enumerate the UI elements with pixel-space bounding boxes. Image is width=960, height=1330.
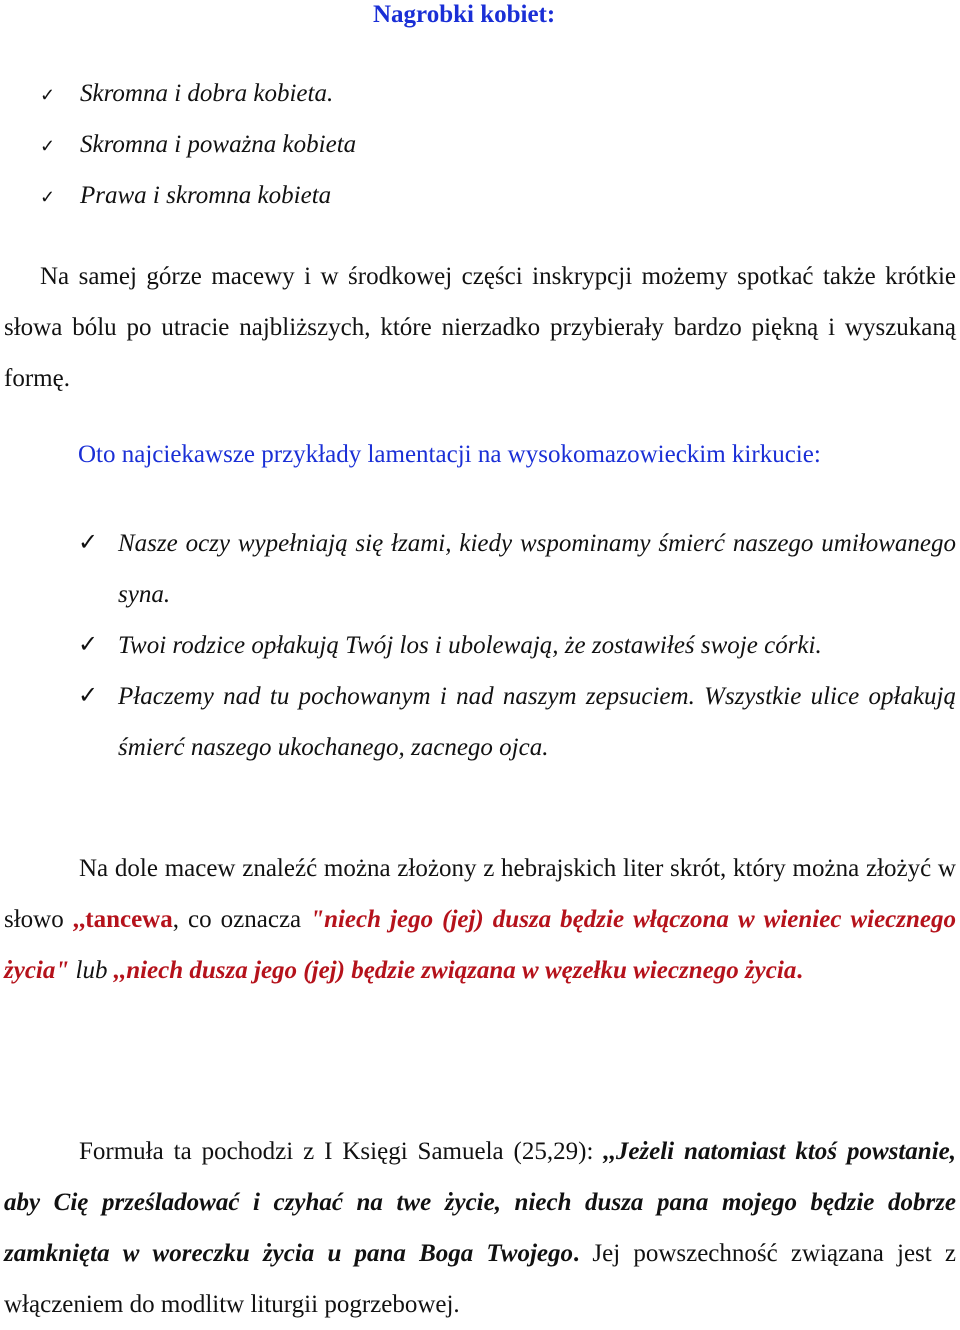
paragraph-text: Formuła ta pochodzi z I Księgi Samuela (25,29): [79,1138,604,1165]
paragraph-text: Jej powszechność związana jest z włączeniem do modlitw liturgii pogrzebowej. [4,1240,956,1318]
paragraph-text: , co oznacza [172,906,311,933]
list-item-text: Nasze oczy wypełniają się łzami, kiedy wspominamy śmierć naszego umiłowanego syna. [118,530,956,608]
check-icon: ✓ [40,85,56,105]
list-item-text: Skromna i dobra kobieta. [80,80,334,107]
short-inscriptions-list [40,78,356,231]
list-item [78,671,956,773]
list-item-text: Twoi rodzice opłakują Twój los i ubolewają, że zostawiłeś swoje córki. [118,632,822,659]
lamentations-intro: Oto najciekawsze przykłady lamentacji na wysokomazowieckim kirkucie: [78,441,821,468]
translation-quote-1: "niech jego (jej) dusza będzie włączona w wieniec wiecznego życia" [4,906,957,984]
paragraph-text: Na dole macew znaleźć można złożony z hebrajskich liter skrót, który można złożyć w słowo [4,855,956,933]
list-item-text: Prawa i skromna kobieta [80,182,332,209]
tancewa-word: ,,tancewa [72,906,173,933]
check-icon: ✓ [40,187,56,207]
list-item [40,78,356,129]
check-icon: ✓ [40,136,56,156]
paragraph-samuel [4,1126,956,1330]
paragraph-tancewa [4,843,956,996]
samuel-quote: ,,Jeżeli natomiast ktoś powstanie, aby Cię prześladować i czyhać na twe życie, niech dusza pana mojego będzie dobrze zamknięta w woreczku życia u pana Boga Twojego [4,1138,956,1267]
check-icon: ✓ [78,632,99,658]
check-icon: ✓ [78,530,99,556]
list-item [40,129,356,180]
paragraph-text: . [796,957,803,984]
page-title: Nagrobki kobiet: [373,1,556,28]
translation-quote-2: ,,niech dusza jego (jej) będzie związana w węzełku wiecznego życia [113,957,797,984]
paragraph-pain-words: Na samej górze macewy i w środkowej części inskrypcji możemy spotkać także krótkie słowa bólu po utracie najbliższych, które nierzadko przybierały bardzo piękną i wyszukaną formę. [4,263,956,392]
list-item [40,180,356,231]
list-item [78,518,956,620]
paragraph-text: . [572,1240,580,1267]
lamentations-list [78,518,956,773]
list-item-text: Skromna i poważna kobieta [80,131,357,158]
list-item-text: Płaczemy nad tu pochowanym i nad naszym zepsuciem. Wszystkie ulice opłakują śmierć naszego ukochanego, zacnego ojca. [118,683,956,761]
paragraph-text: lub [69,957,114,984]
check-icon: ✓ [78,683,99,709]
list-item [78,620,956,671]
